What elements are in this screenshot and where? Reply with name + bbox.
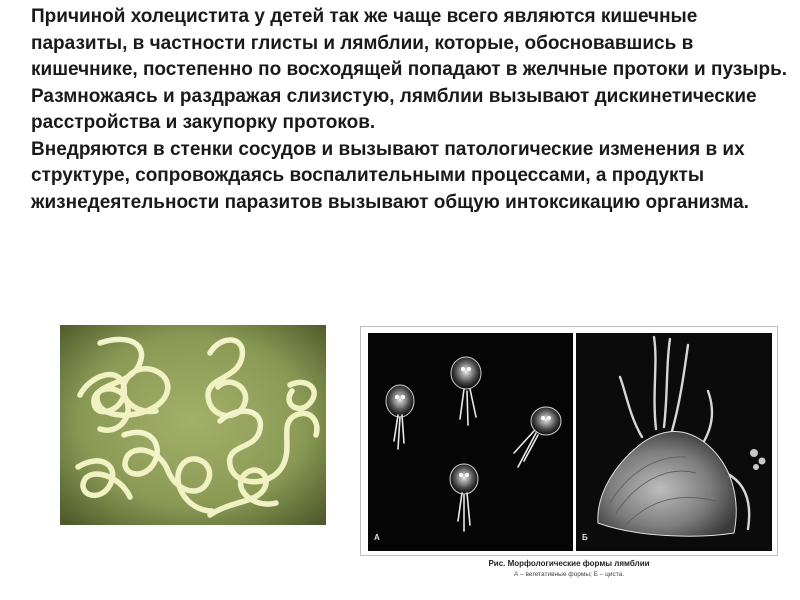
panel-a-label: А [374, 533, 380, 542]
paragraph-1: Причиной холецистита у детей так же чаще всего являются кишечные паразиты, в частности глисты и лямблии, которые, обосновавшись в кишечнике, постепенно по восходящей попадают в желчные протоки и пузырь. Размножаясь и раздражая слизистую, лямблии вызывают дискинетические расстройства и закупорку протоков. [31, 6, 788, 133]
panel-b-label: Б [582, 533, 588, 542]
figure-caption-legend: А – вегетативные формы; Б – циста. [513, 571, 625, 578]
trophozoites-micrograph [368, 333, 573, 551]
giardia-figure [360, 326, 778, 556]
paragraph-2: Внедряются в стенки сосудов и вызывают патологические изменения в их структуре, сопровождаясь воспалительными процессами, а продукты жизнедеятельности паразитов вызывают общую интоксикацию организма. [31, 138, 749, 213]
worms-photo [60, 325, 326, 525]
cyst-micrograph [576, 333, 772, 551]
figure-caption [360, 558, 778, 580]
figure-caption-title: Рис. Морфологические формы лямблии [488, 559, 650, 568]
slide-text [31, 4, 791, 216]
